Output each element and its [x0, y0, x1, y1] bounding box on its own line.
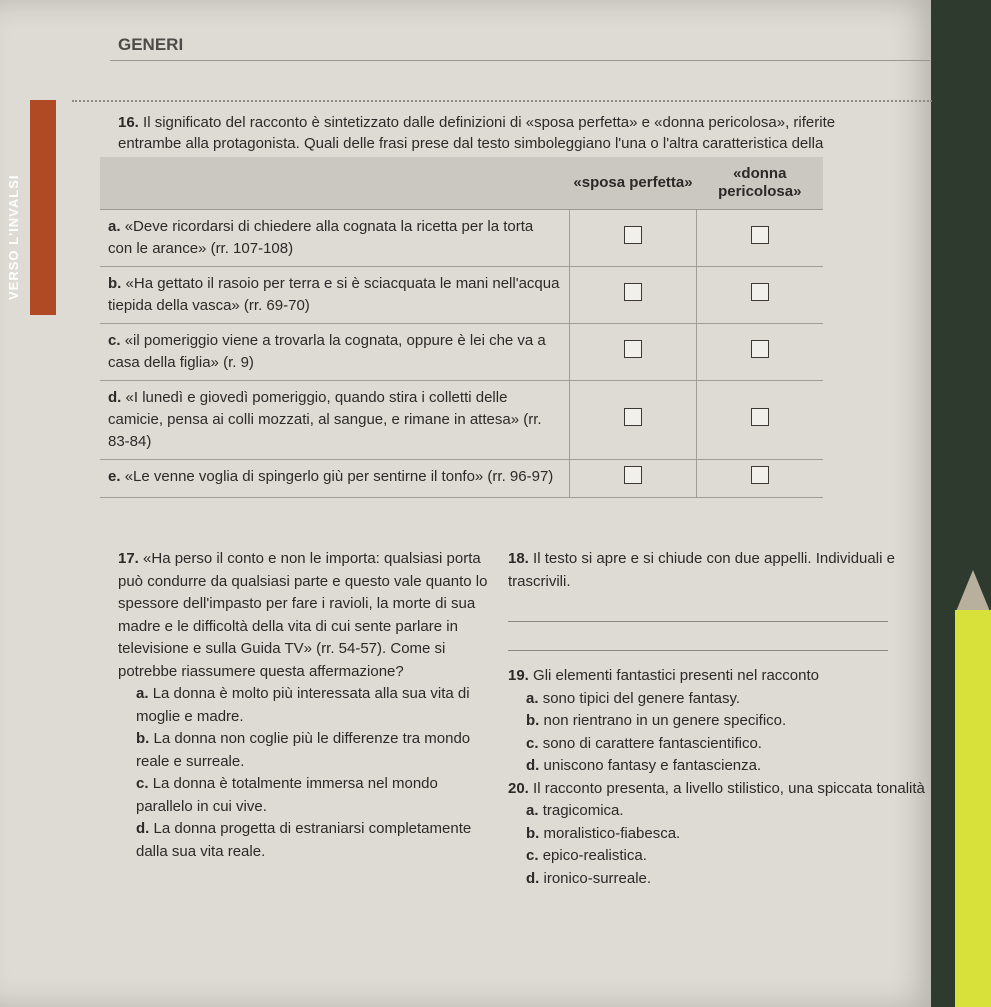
row-text: a. «Deve ricordarsi di chiedere alla cognata la ricetta per la torta con le arance» (rr. 107-108) — [100, 210, 570, 267]
row-text: b. «Ha gettato il rasoio per terra e si è sciacquata le mani nell'acqua tiepida della vasca» (rr. 69-70) — [100, 267, 570, 324]
row-text: d. «I lunedì e giovedì pomeriggio, quando stira i colletti delle camicie, pensa ai colli mozzati, al sangue, e rimane in attesa» (rr. 83-84) — [100, 381, 570, 460]
option-a[interactable]: a. tragicomica. — [526, 802, 624, 819]
question-number: 19. — [508, 667, 529, 684]
row-text: e. «Le venne voglia di spingerlo giù per sentirne il tonfo» (rr. 96-97) — [100, 460, 570, 498]
table-header-blank — [100, 157, 570, 210]
table-row — [100, 267, 823, 324]
table-row — [100, 460, 823, 498]
answer-line-2[interactable] — [508, 626, 888, 651]
checkbox-donna-e[interactable] — [751, 466, 769, 484]
question-17 — [118, 548, 488, 683]
checkbox-donna-b[interactable] — [751, 283, 769, 301]
option-c[interactable]: c. La donna è totalmente immersa nel mondo parallelo in cui vive. — [136, 775, 438, 815]
checkbox-donna-c[interactable] — [751, 340, 769, 358]
pencil-tip — [955, 570, 991, 614]
right-column — [508, 548, 928, 890]
checkbox-sposa-b[interactable] — [624, 283, 642, 301]
option-b[interactable]: b. moralistico-fiabesca. — [526, 824, 681, 842]
table-row — [100, 210, 823, 267]
checkbox-sposa-a[interactable] — [624, 226, 642, 244]
checkbox-sposa-d[interactable] — [624, 408, 642, 426]
option-b[interactable]: b. La donna non coglie più le differenze tra mondo reale e surreale. — [136, 730, 471, 770]
option-d[interactable]: d. La donna progetta di estraniarsi completamente dalla sua vita reale. — [136, 820, 472, 860]
row-text: c. «il pomeriggio viene a trovarla la cognata, oppure è lei che va a casa della figlia» (r. 9) — [100, 324, 570, 381]
question-prompt: «Ha perso il conto e non le importa: qualsiasi porta può condurre da qualsiasi parte e questo vale quanto lo spessore dell'impasto per fare i ravioli, la morte di sua madre e le difficoltà della vita di cui sente parlare in televisione e sulla Guida TV» (rr. 54-57). Come si potrebbe riassumere questa affermazione? — [118, 550, 488, 680]
option-c[interactable]: c. epico-realistica. — [526, 847, 647, 864]
checkbox-sposa-c[interactable] — [624, 340, 642, 358]
col-header-donna: «donna pericolosa» — [697, 157, 824, 210]
question-prompt: Il racconto presenta, a livello stilistico, una spiccata tonalità — [533, 779, 925, 797]
question-19 — [508, 665, 928, 688]
side-tab — [30, 100, 56, 315]
option-a[interactable]: a. sono tipici del genere fantasy. — [526, 689, 741, 707]
col-header-sposa: «sposa perfetta» — [570, 157, 697, 210]
question-20 — [508, 778, 928, 801]
option-d[interactable]: d. uniscono fantasy e fantascienza. — [526, 757, 762, 774]
option-d[interactable]: d. ironico-surreale. — [526, 869, 652, 887]
dotted-divider — [72, 100, 932, 102]
left-column — [118, 548, 488, 863]
checkbox-sposa-e[interactable] — [624, 466, 642, 484]
table-row — [100, 324, 823, 381]
question-number: 18. — [508, 550, 529, 567]
pencil — [955, 610, 991, 1007]
question-number: 17. — [118, 550, 139, 567]
checkbox-donna-d[interactable] — [751, 408, 769, 426]
question-prompt: Gli elementi fantastici presenti nel racconto — [533, 667, 820, 684]
question-number: 20. — [508, 779, 529, 797]
question-prompt: Il testo si apre e si chiude con due appelli. Individuali e trascrivili. — [508, 550, 895, 590]
option-c[interactable]: c. sono di carattere fantascientifico. — [526, 734, 762, 752]
header-rule — [110, 60, 930, 61]
question-18 — [508, 548, 928, 593]
section-title: GENERI — [118, 35, 184, 54]
option-a[interactable]: a. La donna è molto più interessata alla sua vita di moglie e madre. — [136, 685, 470, 725]
checkbox-donna-a[interactable] — [751, 226, 769, 244]
table-row — [100, 381, 823, 460]
answer-line-1[interactable] — [508, 597, 888, 622]
question-prompt: Il significato del racconto è sintetizzato dalle definizioni di «sposa perfetta» e «donna pericolosa», riferite entrambe alla protagonista. Quali delle frasi prese dal testo simboleggiano l'una o l'altra caratteristica della — [118, 114, 836, 152]
question-number: 16. — [118, 114, 139, 131]
side-tab-label: VERSO L'INVALSI — [6, 174, 21, 300]
question-16-table — [100, 157, 823, 498]
option-b[interactable]: b. non rientrano in un genere specifico. — [526, 712, 787, 729]
